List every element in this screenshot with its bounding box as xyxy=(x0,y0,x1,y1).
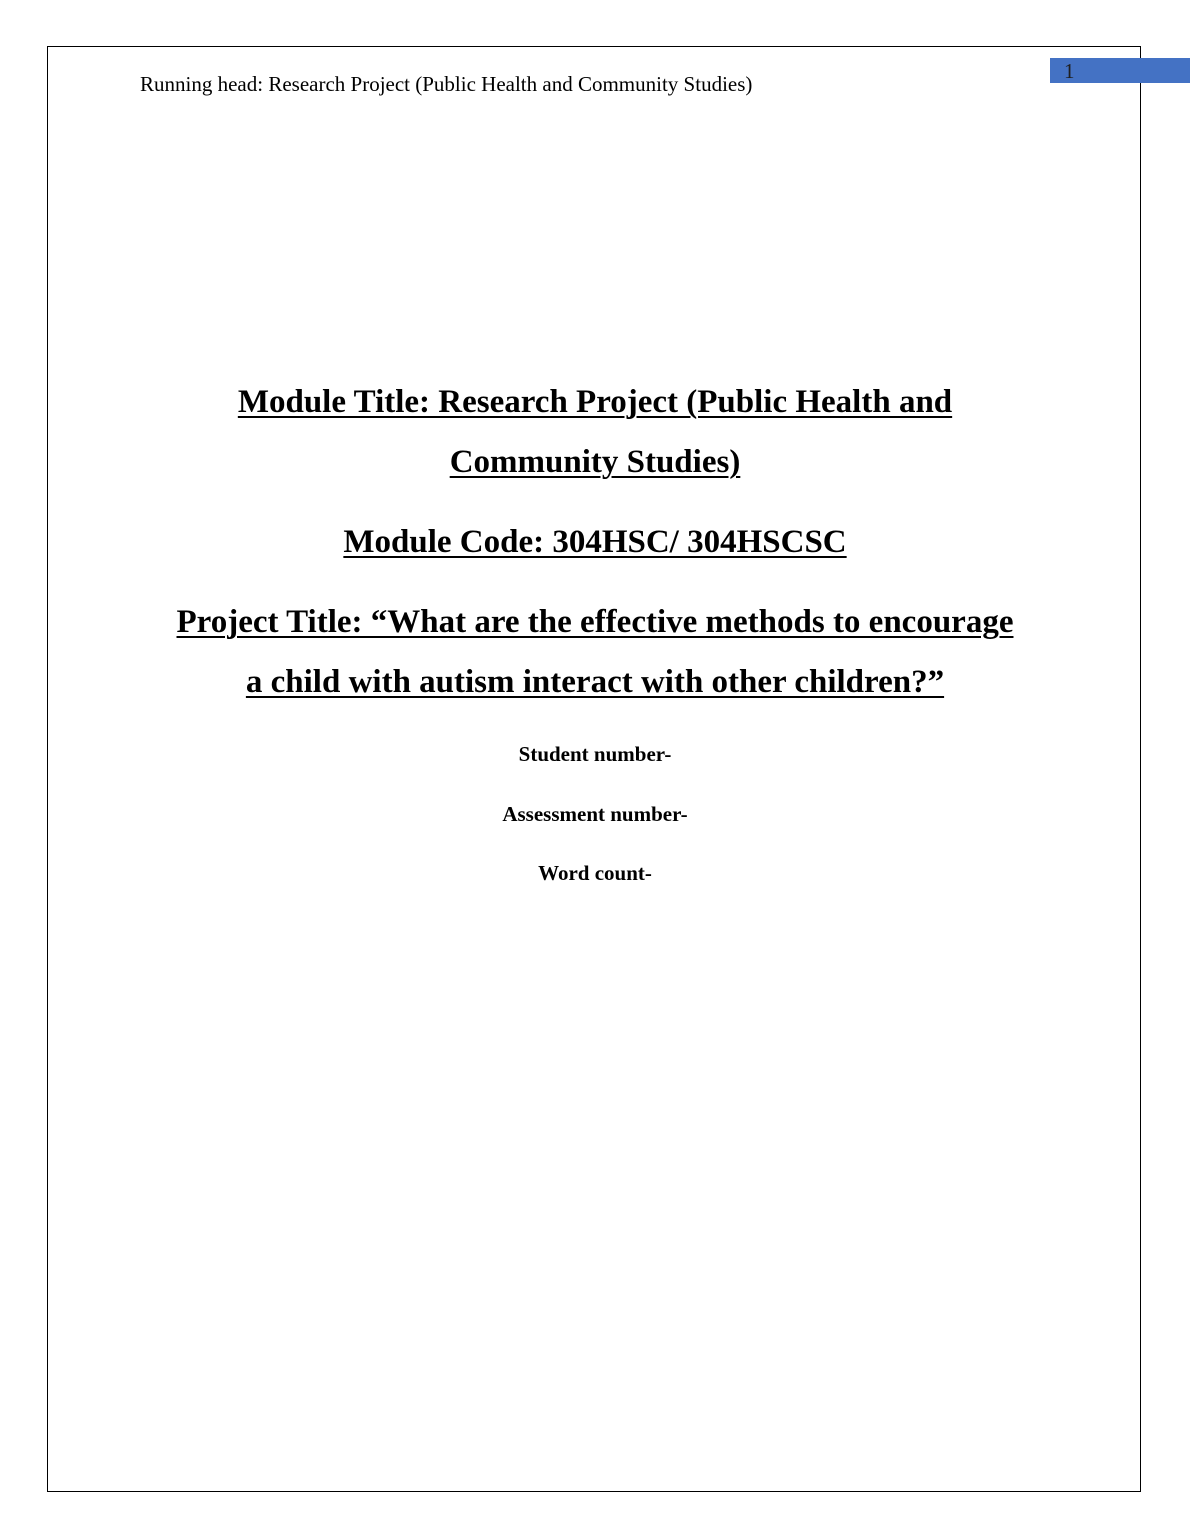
module-title-line-1: Module Title: Research Project (Public Health and xyxy=(237,384,953,420)
word-count: Word count- xyxy=(538,861,652,885)
running-head: Running head: Research Project (Public Health and Community Studies) xyxy=(140,72,753,96)
module-title xyxy=(100,372,1090,492)
project-title xyxy=(100,592,1090,712)
page-border xyxy=(47,46,1141,1492)
page-number: 1 xyxy=(1064,59,1075,83)
project-title-line-1: Project Title: “What are the effective methods to encourage xyxy=(176,604,1014,640)
assessment-number: Assessment number- xyxy=(502,802,688,826)
module-title-line-2: Community Studies) xyxy=(449,444,741,480)
student-number: Student number- xyxy=(518,742,672,766)
project-title-line-2: a child with autism interact with other children?” xyxy=(245,664,945,700)
module-code: Module Code: 304HSC/ 304HSCSC xyxy=(343,524,847,560)
